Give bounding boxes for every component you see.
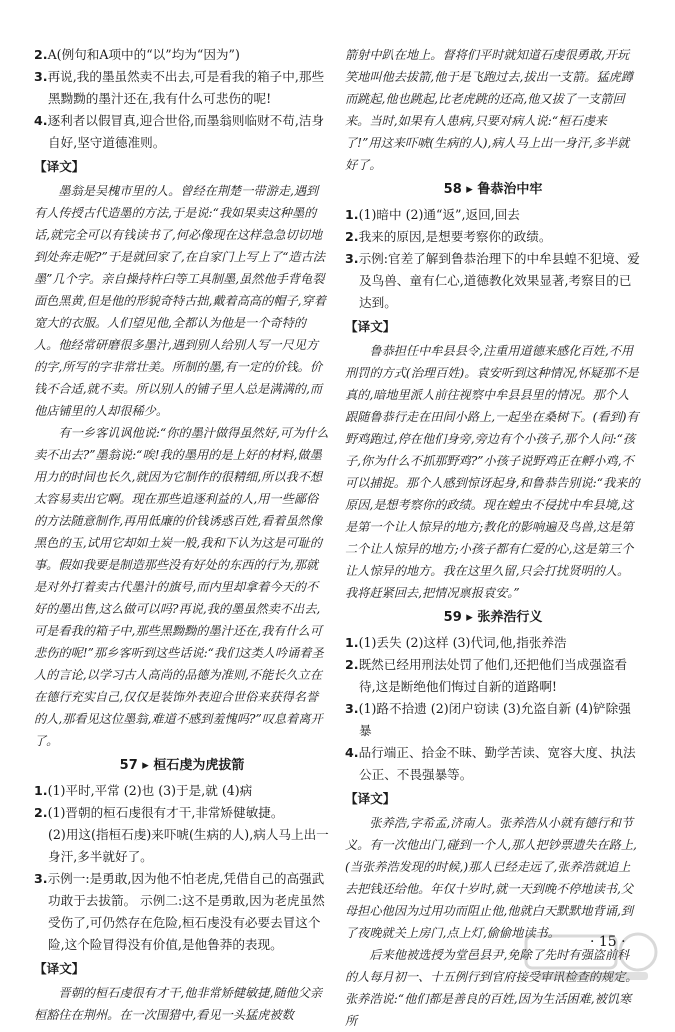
translation-tag: 【译文】 bbox=[345, 319, 396, 334]
answer-item: 2.(1)晋朝的桓石虔很有才干,非常矫健敏捷。 bbox=[34, 805, 284, 820]
right-column bbox=[345, 44, 641, 1032]
answer-item: 3.(1)路不拾遗 (2)闭户窃读 (3)允盗自新 (4)铲除强暴 bbox=[345, 701, 631, 738]
answer-item: 2.我来的原因,是想要考察你的政绩。 bbox=[345, 229, 552, 244]
translation-tag: 【译文】 bbox=[34, 961, 85, 976]
answer-item: 2.既然已经用刑法处罚了他们,还把他们当成强盗看待,这是断绝他们悔过自新的道路啊! bbox=[345, 657, 628, 694]
page-number: · 15 · bbox=[590, 934, 626, 950]
answer-item: 2.A(例句和A项中的“以”均为“因为”) bbox=[34, 47, 240, 62]
answers-top bbox=[34, 44, 330, 154]
answer-subitem: (2)用这(指桓石虔)来吓唬(生病的人),病人马上出一身汗,多半就好了。 bbox=[48, 827, 329, 864]
answer-item: 3.示例一:是勇敢,因为他不怕老虎,凭借自己的高强武功敢于去拔箭。 示例二:这不是勇敢,因为老虎虽然受伤了,可仍然存在危险,桓石虔没有必要去冒这个险,这个险冒得没有价值,是他鲁莽的表现。 bbox=[34, 871, 325, 952]
answer-item: 1.(1)平时,平常 (2)也 (3)于是,就 (4)病 bbox=[34, 783, 253, 798]
translation-paragraph: 箭射中趴在地上。督将们平时就知道石虔很勇敢,开玩笑地叫他去拔箭,他于是飞跑过去,拔出一支箭。猛虎蹲而跳起,他也跳起,比老虎跳的还高,他又拔了一支箭回来。当时,如果有人患病,只要对病人说:“桓石虔来了!”用这来吓唬(生病的人),病人马上出一身汗,多半就好了。 bbox=[345, 48, 634, 172]
translation-paragraph: 后来他被选授为堂邑县尹,免除了先时有强盗前科的人每月初一、十五例行到官府接受审讯检查的规定。张养浩说:“他们都是善良的百姓,因为生活困难,被饥寒所 bbox=[345, 948, 638, 1028]
answer-item: 4.品行端正、拾金不昧、勤学苦读、宽容大度、执法公正、不畏强暴等。 bbox=[345, 745, 636, 782]
translation-paragraph: 张养浩,字希孟,济南人。张养浩从小就有德行和节义。有一次他出门,碰到一个人,那人把钞票遗失在路上,(当张养浩发现的时候,)那人已经走远了,张养浩就追上去把钱还给他。年仅十岁时,就一天到晚不停地读书,父母担心他因为过用功而阻止他,他就白天默默地背诵,到了夜晚就关上房门,点上灯,偷偷地读书。 bbox=[345, 816, 637, 940]
answer-item: 4.逐利者以假冒真,迎合世俗,而墨翁则临财不苟,洁身自好,坚守道德准则。 bbox=[34, 113, 325, 150]
translation-paragraph: 晋朝的桓石虔很有才干,他非常矫健敏捷,随他父亲桓豁住在荆州。在一次围猎中,看见一头猛虎被数 bbox=[34, 986, 323, 1022]
answer-item: 3.再说,我的墨虽然卖不出去,可是看我的箱子中,那些黑黝黝的墨汁还在,我有什么可悲伤的呢! bbox=[34, 69, 325, 106]
translation-tag: 【译文】 bbox=[345, 791, 396, 806]
translation-tag: 【译文】 bbox=[34, 159, 85, 174]
left-column bbox=[34, 44, 330, 1026]
translation-paragraph: 墨翁是吴槐市里的人。曾经在荆楚一带游走,遇到有人传授古代造墨的方法,于是说:“我如果卖这种墨的话,就完全可以有钱读书了,何必像现在这样急急切切地到处奔走呢?”于是就回家了,在自家门上写上了“造古法墨”几个字。亲自操持杵臼等工具制墨,虽然他手背龟裂面色黑黄,但是他的形貌奇特古拙,戴着高高的帽子,穿着宽大的衣服。人们望见他,全都认为他是一个奇特的人。他经常研磨很多墨汁,遇到别人给别人写一尺见方的字,所写的字非常壮美。所制的墨,有一定的价钱。价钱不合适,就不卖。所以别人的铺子里人总是满满的,而他店铺里的人却很稀少。 bbox=[34, 184, 326, 418]
section-heading-58: 58 ▸ 鲁恭治中牢 bbox=[443, 182, 543, 197]
answer-item: 1.(1)暗中 (2)通“返”,返回,回去 bbox=[345, 207, 520, 222]
section-heading-59: 59 ▸ 张养浩行义 bbox=[443, 610, 543, 625]
translation-paragraph: 有一乡客讥讽他说:“你的墨汁做得虽然好,可为什么卖不出去?”墨翁说:“唉!我的墨用的是上好的材料,做墨用力的时间也长久,就因为它制作的很精细,所以我不想太容易卖出它啊。现在那些追逐利益的人,用一些鄙俗的方法随意制作,再用低廉的价钱诱惑百姓,看着虽然像黑色的玉,试用它却如土炭一般,我和下认为这是可耻的事。假如我要是制造那些没有好处的东西的行为,那就是对外打着卖古代墨汁的旗号,而内里却拿着今天的不好的墨出售,这么做可以吗?再说,我的墨虽然卖不出去,可是看我的箱子中,那些黑黝黝的墨汁还在,我有什么可悲伤的呢!”那乡客听到这些话说:“我们这类人吟诵着圣人的言论,以学习古人高尚的品德为准则,不能长久立在在德行充实自己,仅仅是装饰外表迎合世俗来获得名誉的人,那看见这位墨翁,难道不感到羞愧吗?”叹息着离开了。 bbox=[34, 426, 329, 748]
section-heading-57: 57 ▸ 桓石虔为虎拔箭 bbox=[119, 758, 245, 773]
translation-paragraph: 鲁恭担任中牟县县令,注重用道德来感化百姓,不用刑罚的方式(治理百姓)。袁安听到这种情况,怀疑那不是真的,暗地里派人前往视察中牟县县里的情况。那个人跟随鲁恭行走在田间小路上,一起坐在桑树下。(看到)有野鸡跑过,停在他们身旁,旁边有个小孩子,那个人问:“孩子,你为什么不抓那野鸡?”小孩子说野鸡正在孵小鸡,不可以捕捉。那个人感到惊讶起身,和鲁恭告别说:“我来的原因,是想考察你的政绩。现在蝗虫不侵扰中牟县境,这是第一个让人惊异的地方;教化的影响遍及鸟兽,这是第二个让人惊异的地方;小孩子都有仁爱的心,这是第三个让人惊异的地方。我在这里久留,只会打扰贤明的人。我将赶紧回去,把情况禀报袁安。” bbox=[345, 344, 640, 600]
answer-item: 1.(1)丢失 (2)这样 (3)代词,他,指张养浩 bbox=[345, 635, 567, 650]
answer-item: 3.示例:官差了解到鲁恭治理下的中牟县蝗不犯境、爱及鸟兽、童有仁心,道德教化效果显著,考察目的已达到。 bbox=[345, 251, 640, 310]
